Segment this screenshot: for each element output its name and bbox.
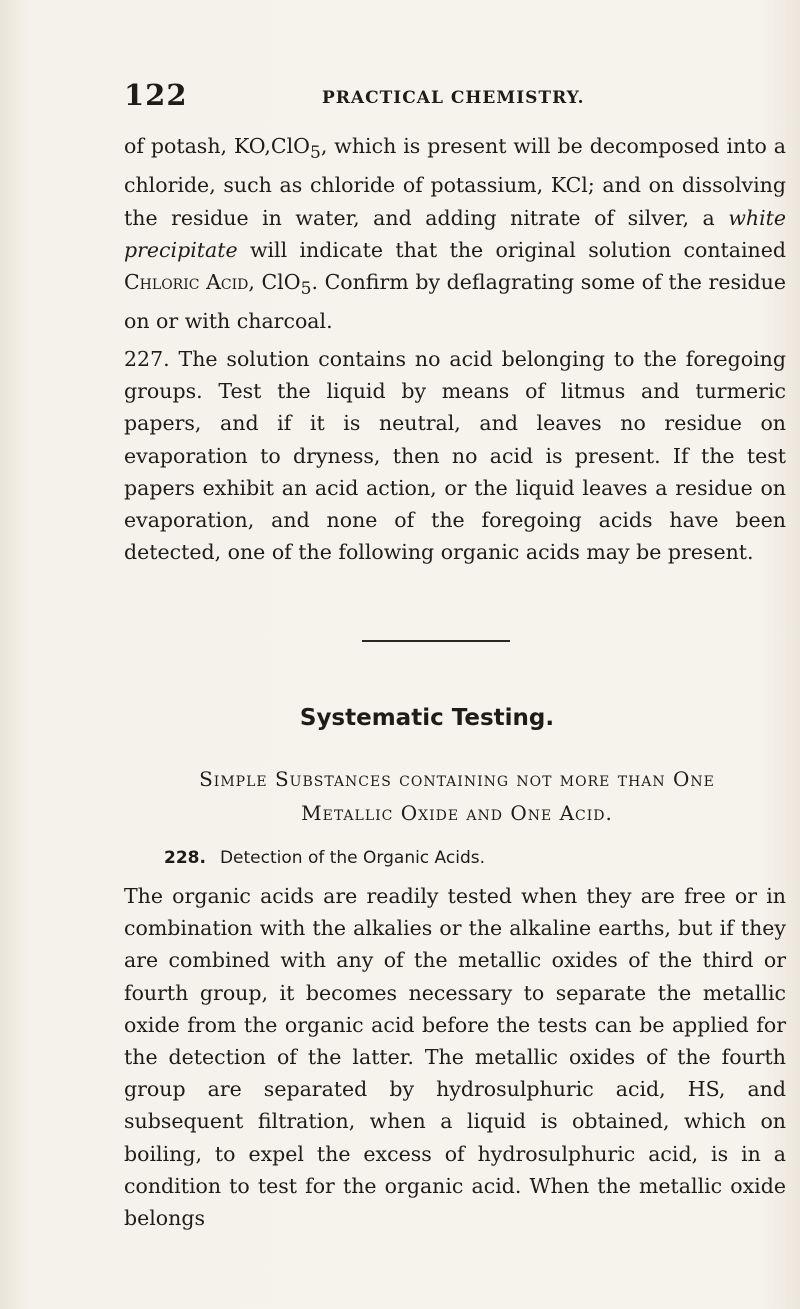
para1-text-3: will indicate that the original solution contained: [237, 237, 786, 262]
para1-text-5: . Confirm by deflagrating some of the residue on or with charcoal.: [124, 269, 786, 334]
page-header: [124, 78, 790, 112]
section-title: Systematic Testing.: [299, 705, 555, 731]
section-divider: [362, 640, 510, 642]
para1-text-4: , ClO: [248, 269, 301, 294]
paragraph-chloric-acid: [124, 130, 786, 337]
subscript: 5: [309, 143, 321, 164]
subtitle-line-2: Metallic Oxide and One Acid.: [301, 801, 613, 825]
para1-text-2: , which is present will be decomposed into a chloride, such as chloride of potassium, KCl; and on dissolving the residue in water, and adding nitrate of silver, a: [124, 134, 787, 230]
subtitle-line-1: Simple Substances containing not more than One: [199, 767, 715, 791]
page-number: 122: [124, 78, 188, 112]
para1-text-1: of potash, KO,ClO: [124, 134, 310, 158]
small-caps-term: Chloric Acid: [124, 269, 249, 294]
subsection-heading-228: [164, 848, 485, 868]
paragraph-228-text: The organic acids are readily tested when they are free or in combination with the alkalies or the alkaline earths, but if they are combined with any of the metallic oxides of the third or fourth group, it becomes necessary to separate the metallic oxide from the organic acid before the tests can be applied for the detection of the latter. The metallic oxides of the fourth group are separated by hydrosulphuric acid, HS, and subsequent filtration, when a liquid is obtained, which on boiling, to expel the excess of hydrosulphuric acid, is in a condition to test for the organic acid. When the metallic oxide belongs: [124, 884, 786, 1231]
italic-term: white precipitate: [124, 205, 786, 262]
paragraph-227-text: 227. The solution contains no acid belonging to the foregoing groups. Test the liquid by means of litmus and turmeric papers, and if it is neutral, and leaves no residue on evaporation to dryness, then no acid is present. If the test papers exhibit an acid action, or the liquid leaves a residue on evaporation, and none of the foregoing acids have been detected, one of the following organic acids may be present.: [124, 347, 786, 565]
subsection-number: 228.: [164, 848, 206, 868]
paragraph-227: [124, 343, 786, 568]
paragraph-228: [124, 880, 786, 1234]
section-subtitle: [124, 762, 790, 830]
subscript: 5: [300, 279, 312, 299]
running-head: PRACTICAL CHEMISTRY.: [322, 88, 585, 108]
subsection-title: Detection of the Organic Acids.: [219, 848, 486, 868]
